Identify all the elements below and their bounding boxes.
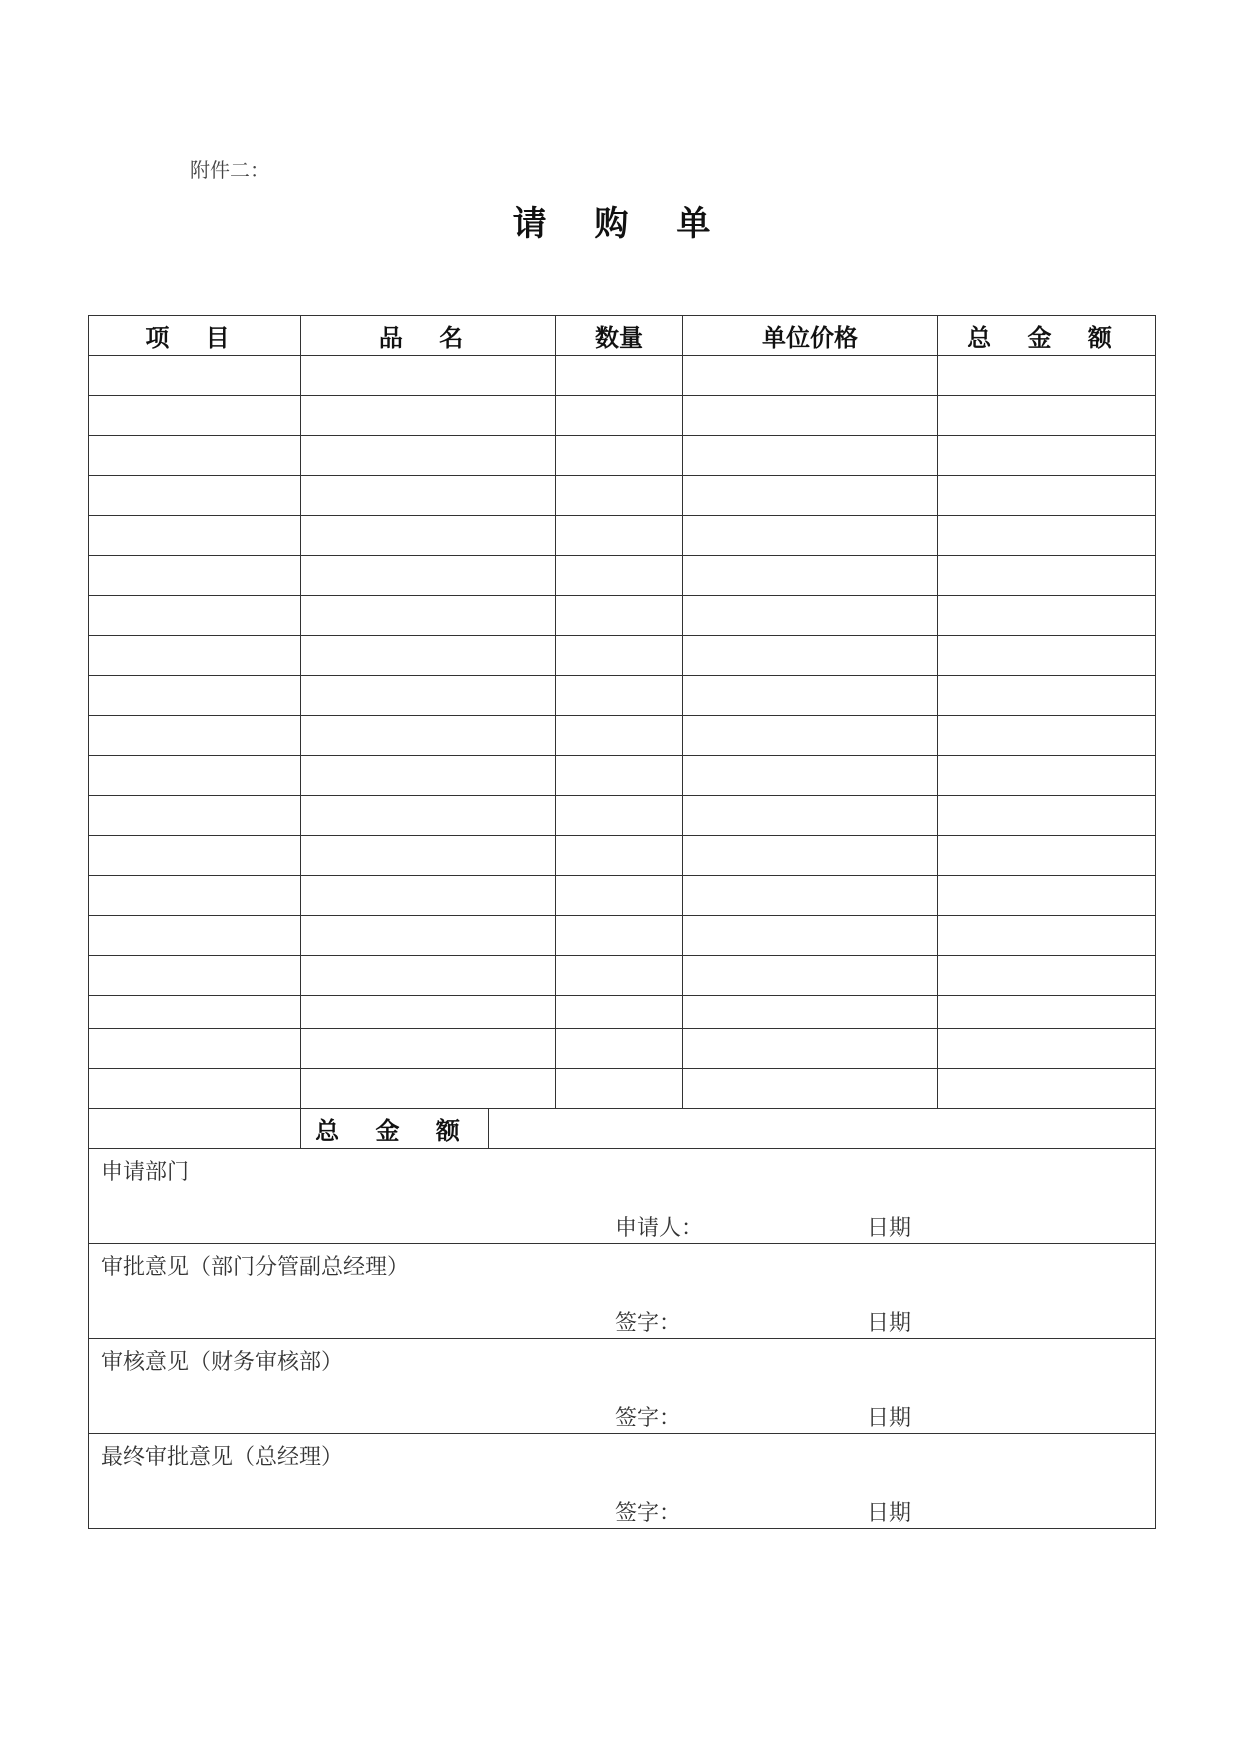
- cell-quantity[interactable]: [556, 1069, 683, 1109]
- cell-item[interactable]: [89, 556, 301, 596]
- cell-unit-price[interactable]: [683, 436, 938, 476]
- approval-row-department-vp: [89, 1244, 1156, 1339]
- table-row: [89, 596, 1156, 636]
- cell-item[interactable]: [89, 476, 301, 516]
- cell-quantity[interactable]: [556, 756, 683, 796]
- cell-quantity[interactable]: [556, 356, 683, 396]
- table-row: [89, 516, 1156, 556]
- table-row: [89, 396, 1156, 436]
- cell-unit-price[interactable]: [683, 876, 938, 916]
- cell-total-amount[interactable]: [938, 596, 1156, 636]
- table-row: [89, 556, 1156, 596]
- header-total-amount: 总 金 额: [938, 316, 1156, 356]
- cell-product-name[interactable]: [301, 676, 556, 716]
- cell-total-amount[interactable]: [938, 676, 1156, 716]
- cell-total-amount[interactable]: [938, 956, 1156, 996]
- cell-total-amount[interactable]: [938, 356, 1156, 396]
- cell-item[interactable]: [89, 516, 301, 556]
- cell-unit-price[interactable]: [683, 636, 938, 676]
- cell-quantity[interactable]: [556, 436, 683, 476]
- cell-item[interactable]: [89, 396, 301, 436]
- cell-product-name[interactable]: [301, 1069, 556, 1109]
- cell-product-name[interactable]: [301, 756, 556, 796]
- cell-unit-price[interactable]: [683, 596, 938, 636]
- cell-product-name[interactable]: [301, 476, 556, 516]
- total-row: [89, 1109, 1156, 1149]
- cell-product-name[interactable]: [301, 836, 556, 876]
- cell-item[interactable]: [89, 356, 301, 396]
- cell-quantity[interactable]: [556, 396, 683, 436]
- cell-item[interactable]: [89, 636, 301, 676]
- approval-row-finance: [89, 1339, 1156, 1434]
- table-row: [89, 476, 1156, 516]
- date-label: 日期: [867, 1216, 912, 1241]
- approval-title: 申请部门: [101, 1160, 190, 1185]
- cell-product-name[interactable]: [301, 516, 556, 556]
- cell-quantity[interactable]: [556, 796, 683, 836]
- cell-product-name[interactable]: [301, 556, 556, 596]
- cell-total-amount[interactable]: [938, 516, 1156, 556]
- header-item: 项 目: [89, 316, 301, 356]
- table-row: [89, 636, 1156, 676]
- table-row: [89, 436, 1156, 476]
- cell-item[interactable]: [89, 916, 301, 956]
- table-row: [89, 996, 1156, 1029]
- cell-total-amount[interactable]: [938, 556, 1156, 596]
- table-body: [89, 316, 1156, 1529]
- header-product-name: 品 名: [301, 316, 556, 356]
- cell-total-amount[interactable]: [938, 836, 1156, 876]
- table-row: [89, 836, 1156, 876]
- cell-total-amount[interactable]: [938, 396, 1156, 436]
- cell-quantity[interactable]: [556, 676, 683, 716]
- total-amount-label: 总 金 额: [301, 1109, 489, 1149]
- cell-unit-price[interactable]: [683, 996, 938, 1029]
- table-row: [89, 756, 1156, 796]
- cell-item[interactable]: [89, 716, 301, 756]
- cell-unit-price[interactable]: [683, 356, 938, 396]
- cell-quantity[interactable]: [556, 516, 683, 556]
- header-quantity: 数量: [556, 316, 683, 356]
- cell-total-amount[interactable]: [938, 1069, 1156, 1109]
- cell-quantity[interactable]: [556, 996, 683, 1029]
- approval-row-applicant: [89, 1149, 1156, 1244]
- date-label: 日期: [867, 1406, 912, 1431]
- cell-unit-price[interactable]: [683, 1029, 938, 1069]
- cell-unit-price[interactable]: [683, 836, 938, 876]
- applicant-label: 申请人：: [615, 1216, 704, 1241]
- cell-total-amount[interactable]: [938, 476, 1156, 516]
- cell-product-name[interactable]: [301, 1029, 556, 1069]
- cell-product-name[interactable]: [301, 796, 556, 836]
- cell-unit-price[interactable]: [683, 516, 938, 556]
- cell-total-amount[interactable]: [938, 636, 1156, 676]
- signature-label: 签字：: [615, 1311, 682, 1336]
- table-row: [89, 676, 1156, 716]
- cell-quantity[interactable]: [556, 1029, 683, 1069]
- cell-product-name[interactable]: [301, 876, 556, 916]
- cell-item[interactable]: [89, 756, 301, 796]
- cell-quantity[interactable]: [556, 956, 683, 996]
- total-row-blank-cell[interactable]: [89, 1109, 301, 1149]
- cell-product-name[interactable]: [301, 596, 556, 636]
- cell-product-name[interactable]: [301, 396, 556, 436]
- table-header-row: [89, 316, 1156, 356]
- approval-cell-department-vp[interactable]: [89, 1244, 1156, 1339]
- cell-unit-price[interactable]: [683, 916, 938, 956]
- cell-quantity[interactable]: [556, 876, 683, 916]
- cell-item[interactable]: [89, 876, 301, 916]
- cell-product-name[interactable]: [301, 956, 556, 996]
- approval-cell-applicant[interactable]: [89, 1149, 1156, 1244]
- page-title: 请 购 单: [512, 204, 729, 244]
- cell-total-amount[interactable]: [938, 876, 1156, 916]
- cell-total-amount[interactable]: [938, 1029, 1156, 1069]
- cell-unit-price[interactable]: [683, 756, 938, 796]
- cell-quantity[interactable]: [556, 596, 683, 636]
- cell-item[interactable]: [89, 596, 301, 636]
- table-row: [89, 796, 1156, 836]
- cell-item[interactable]: [89, 796, 301, 836]
- approval-row-general-manager: [89, 1434, 1156, 1529]
- cell-item[interactable]: [89, 676, 301, 716]
- cell-quantity[interactable]: [556, 836, 683, 876]
- cell-quantity[interactable]: [556, 716, 683, 756]
- total-amount-value-cell[interactable]: [489, 1109, 1156, 1149]
- signature-label: 签字：: [615, 1501, 682, 1526]
- cell-unit-price[interactable]: [683, 716, 938, 756]
- cell-unit-price[interactable]: [683, 1069, 938, 1109]
- approval-cell-finance[interactable]: [89, 1339, 1156, 1434]
- approval-cell-general-manager[interactable]: [89, 1434, 1156, 1529]
- cell-item[interactable]: [89, 436, 301, 476]
- approval-title: 审核意见（财务审核部）: [101, 1350, 344, 1375]
- cell-unit-price[interactable]: [683, 676, 938, 716]
- cell-product-name[interactable]: [301, 356, 556, 396]
- cell-unit-price[interactable]: [683, 956, 938, 996]
- table-row: [89, 876, 1156, 916]
- cell-total-amount[interactable]: [938, 756, 1156, 796]
- attachment-label: 附件二：: [190, 158, 270, 182]
- cell-product-name[interactable]: [301, 436, 556, 476]
- cell-unit-price[interactable]: [683, 556, 938, 596]
- cell-quantity[interactable]: [556, 556, 683, 596]
- cell-product-name[interactable]: [301, 996, 556, 1029]
- date-label: 日期: [867, 1501, 912, 1526]
- cell-item[interactable]: [89, 1069, 301, 1109]
- cell-total-amount[interactable]: [938, 436, 1156, 476]
- date-label: 日期: [867, 1311, 912, 1336]
- cell-total-amount[interactable]: [938, 916, 1156, 956]
- approval-title: 最终审批意见（总经理）: [101, 1445, 344, 1470]
- table-row: [89, 1069, 1156, 1109]
- cell-unit-price[interactable]: [683, 476, 938, 516]
- table-row: [89, 916, 1156, 956]
- table-row: [89, 356, 1156, 396]
- table-row: [89, 956, 1156, 996]
- cell-item[interactable]: [89, 996, 301, 1029]
- cell-total-amount[interactable]: [938, 796, 1156, 836]
- purchase-request-table: [88, 315, 1156, 1529]
- signature-label: 签字：: [615, 1406, 682, 1431]
- cell-quantity[interactable]: [556, 636, 683, 676]
- cell-unit-price[interactable]: [683, 396, 938, 436]
- cell-product-name[interactable]: [301, 916, 556, 956]
- cell-quantity[interactable]: [556, 476, 683, 516]
- cell-item[interactable]: [89, 956, 301, 996]
- table-row: [89, 1029, 1156, 1069]
- cell-item[interactable]: [89, 836, 301, 876]
- table-row: [89, 716, 1156, 756]
- cell-unit-price[interactable]: [683, 796, 938, 836]
- cell-product-name[interactable]: [301, 636, 556, 676]
- header-unit-price: 单位价格: [683, 316, 938, 356]
- cell-product-name[interactable]: [301, 716, 556, 756]
- approval-title: 审批意见（部门分管副总经理）: [101, 1255, 410, 1280]
- cell-total-amount[interactable]: [938, 716, 1156, 756]
- cell-quantity[interactable]: [556, 916, 683, 956]
- cell-total-amount[interactable]: [938, 996, 1156, 1029]
- cell-item[interactable]: [89, 1029, 301, 1069]
